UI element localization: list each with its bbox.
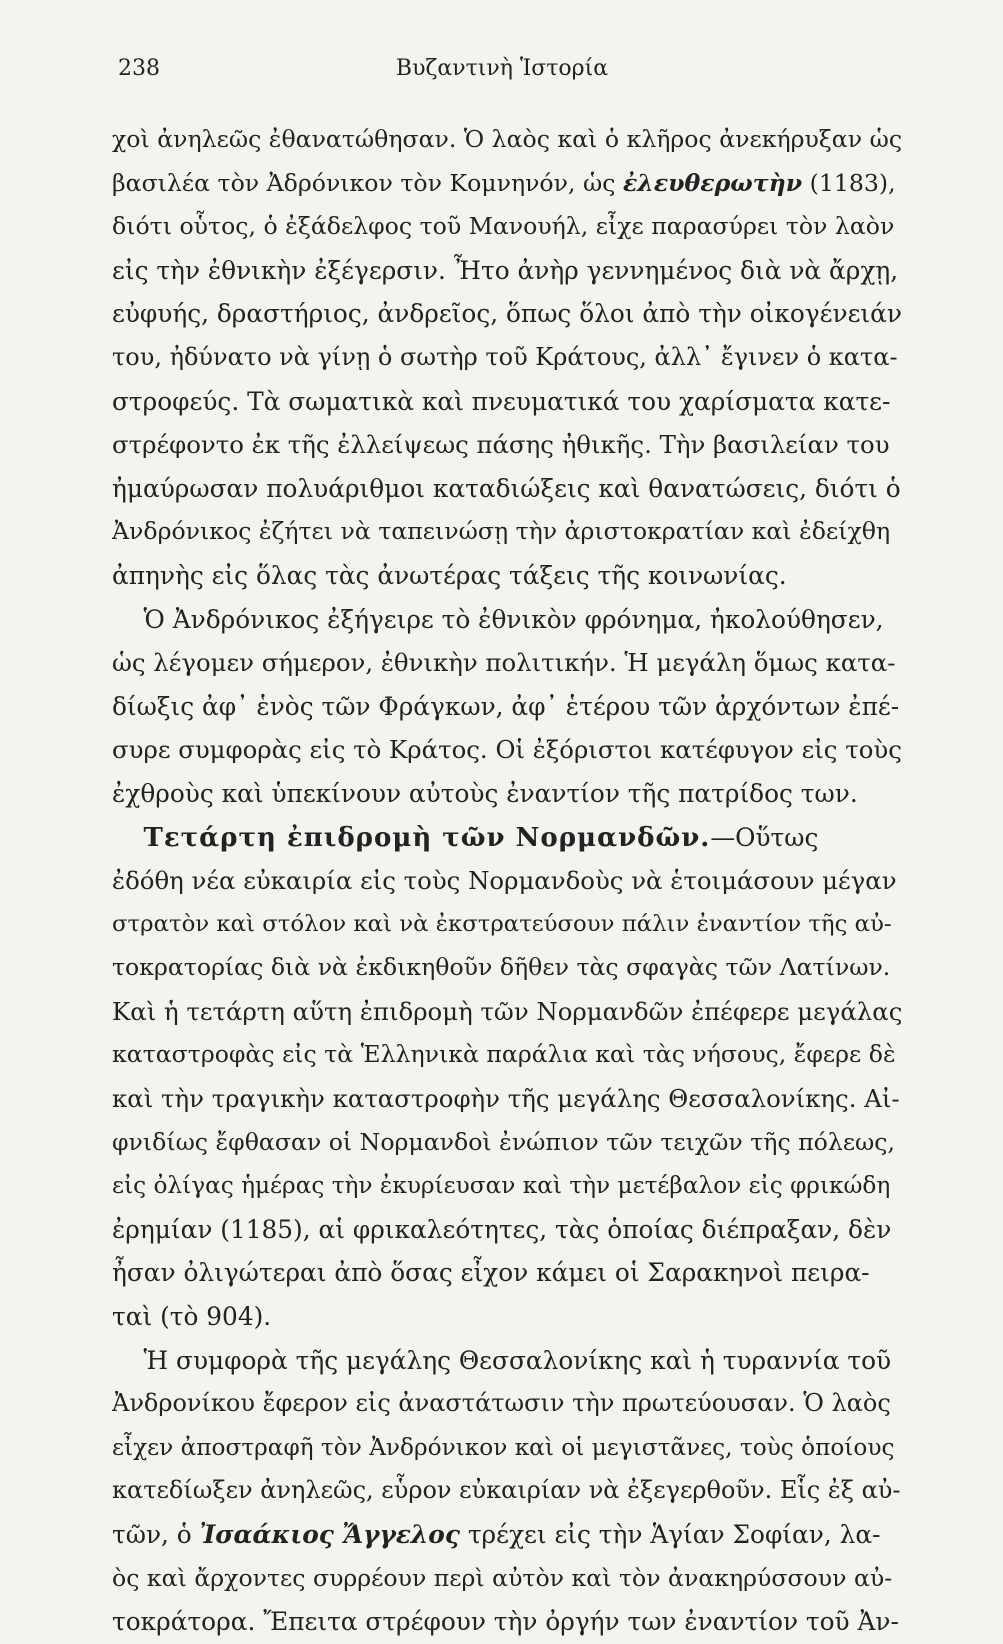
text-span: καταστροφὰς εἰς τὰ Ἑλληνικὰ παράλια καὶ τὰς νήσους, ἔφερε δὲ	[112, 1040, 896, 1069]
text-span: διότι οὗτος, ὁ ἐξάδελφος τοῦ Μανουήλ, εἶχε παρασύρει τὸν λαὸν	[112, 212, 895, 241]
text-line	[112, 946, 902, 990]
page-header	[118, 56, 886, 96]
text-line	[112, 1164, 902, 1208]
text-span: φνιδίως ἔφθασαν οἱ Νορμανδοὶ ἐνώπιον τῶν τειχῶν τῆς πόλεως,	[112, 1127, 895, 1156]
text-line	[112, 118, 902, 162]
text-span: ἠμαύρωσαν πολυάριθμοι καταδιώξεις καὶ θανατώσεις, διότι ὁ	[112, 473, 901, 503]
text-line	[112, 554, 902, 598]
text-span: στρέφοντο ἐκ τῆς ἐλλείψεως πάσης ἠθικῆς. Τὴν βασιλείαν του	[112, 430, 890, 460]
text-line	[112, 598, 902, 642]
text-line	[112, 162, 902, 206]
text-line	[112, 249, 902, 293]
text-line	[112, 903, 902, 947]
text-span: Ἡ συμφορὰ τῆς μεγάλης Θεσσαλονίκης καὶ ἡ τυραννία τοῦ	[112, 1345, 892, 1375]
text-line	[112, 1077, 902, 1121]
text-span: στροφεύς. Τὰ σωματικὰ καὶ πνευματικά του χαρίσματα κατε-	[112, 386, 891, 416]
body-text	[112, 118, 902, 1644]
text-span: Καὶ ἡ τετάρτη αὕτη ἐπιδρομὴ τῶν Νορμανδῶν ἐπέφερε μεγάλας	[112, 996, 902, 1026]
text-span: εἶχεν ἀποστραφῆ τὸν Ἀνδρόνικον καὶ οἱ μεγιστᾶνες, τοὺς ὁποίους	[112, 1433, 895, 1461]
text-line	[112, 205, 902, 249]
text-span: χοὶ ἀνηλεῶς ἐθανατώθησαν. Ὁ λαὸς καὶ ὁ κλῆρος ἀνεκήρυξαν ὡς	[112, 125, 902, 153]
text-span: Ἀνδρόνικος ἐζήτει νὰ ταπεινώσῃ τὴν ἀριστοκρατίαν καὶ ἐδείχθη	[112, 517, 891, 546]
text-line	[112, 1382, 902, 1426]
text-line	[112, 859, 902, 903]
text-span: (1183),	[802, 168, 896, 197]
text-line	[112, 380, 902, 424]
page-number: 238	[118, 56, 160, 81]
text-line	[112, 1121, 902, 1165]
text-span: καὶ τὴν τραγικὴν καταστροφὴν τῆς μεγάλης Θεσσαλονίκης. Αἰ-	[112, 1084, 900, 1114]
text-line	[112, 685, 902, 729]
running-title: Βυζαντινὴ Ἱστορία	[395, 56, 609, 81]
text-line	[112, 772, 902, 816]
text-line	[112, 641, 902, 685]
text-line	[112, 816, 902, 860]
text-span: εἰς ὀλίγας ἡμέρας τὴν ἐκυρίευσαν καὶ τὴν μετέβαλον εἰς φρικώδη	[112, 1172, 891, 1200]
text-span: ὸς καὶ ἄρχοντες συρρέουν περὶ αὐτὸν καὶ τὸν ἀνακηρύσσουν αὐ-	[112, 1563, 893, 1592]
text-line	[112, 1251, 902, 1295]
text-span: τῶν, ὁ	[112, 1520, 200, 1549]
text-span: κατεδίωξεν ἀνηλεῶς, εὗρον εὐκαιρίαν νὰ ἐξεγερθοῦν. Εἷς ἐξ αὐ-	[112, 1476, 901, 1505]
text-span: βασιλέα τὸν Ἀδρόνικον τὸν Κομνηνόν, ὡς	[112, 168, 623, 197]
section-heading: Τετάρτη ἐπιδρομὴ τῶν Νορμανδῶν.	[143, 822, 711, 853]
text-span: του, ἠδύνατο νὰ γίνῃ ὁ σωτὴρ τοῦ Κράτους, ἀλλ᾽ ἔγινεν ὁ κατα-	[112, 342, 898, 371]
text-line	[112, 1600, 902, 1644]
text-line	[112, 423, 902, 467]
text-span: ὡς λέγομεν σήμερον, ἐθνικὴν πολιτικήν. Ἡ μεγάλη ὅμως κατα-	[112, 648, 896, 678]
text-span: —Οὕτως	[710, 822, 819, 852]
text-span: τρέχει εἰς τὴν Ἁγίαν Σοφίαν, λα-	[459, 1520, 881, 1549]
text-line	[112, 990, 902, 1034]
text-span: Ὁ Ἀνδρόνικος ἐξήγειρε τὸ ἐθνικὸν φρόνημα, ἠκολούθησεν,	[112, 604, 884, 634]
text-span: ἀπηνὴς εἰς ὅλας τὰς ἀνωτέρας τάξεις τῆς κοινωνίας.	[112, 560, 787, 590]
text-span	[112, 823, 144, 852]
text-line	[112, 510, 902, 554]
text-line	[112, 292, 902, 336]
text-line	[112, 728, 902, 772]
text-span: ἐδόθη νέα εὐκαιρία εἰς τοὺς Νορμανδοὺς νὰ ἑτοιμάσουν μέγαν	[112, 866, 897, 896]
text-span: ἐρημίαν (1185), αἱ φρικαλεότητες, τὰς ὁποίας διέπραξαν, δὲν	[112, 1214, 892, 1244]
text-line	[112, 1557, 902, 1601]
text-span: ἐχθροὺς καὶ ὑπεκίνουν αὐτοὺς ἐναντίον τῆς πατρίδος των.	[112, 778, 858, 808]
text-line	[112, 1469, 902, 1513]
text-line	[112, 1295, 902, 1339]
text-span: ἦσαν ὀλιγώτεραι ἀπὸ ὅσας εἶχον κάμει οἱ Σαρακηνοὶ πειρα-	[112, 1258, 870, 1288]
text-line	[112, 1208, 902, 1252]
text-span: τοκράτορα. Ἔπειτα στρέφουν τὴν ὀργήν των ἐναντίον τοῦ Ἀν-	[112, 1607, 899, 1637]
text-span: εἰς τὴν ἐθνικὴν ἐξέγερσιν. Ἦτο ἀνὴρ γεννημένος διὰ νὰ ἄρχῃ,	[112, 255, 899, 285]
text-span: ταὶ (τὸ 904).	[112, 1302, 272, 1332]
text-span: εὐφυής, δραστήριος, ἀνδρεῖος, ὅπως ὅλοι ἀπὸ τὴν οἰκογένειάν	[112, 299, 902, 329]
text-line	[112, 1339, 902, 1383]
text-line	[112, 467, 902, 511]
text-span: στρατὸν καὶ στόλον καὶ νὰ ἐκστρατεύσουν πάλιν ἐναντίον τῆς αὐ-	[112, 910, 892, 937]
text-line	[112, 1426, 902, 1470]
emphasis-text: Ἰσαάκιος Ἄγγελος	[199, 1520, 460, 1549]
text-span: συρε συμφορὰς εἰς τὸ Κράτος. Οἱ ἐξόριστοι κατέφυγον εἰς τοὺς	[112, 735, 902, 765]
text-span: δίωξις ἀφ᾽ ἑνὸς τῶν Φράγκων, ἀφ᾽ ἑτέρου τῶν ἀρχόντων ἐπέ-	[112, 691, 900, 721]
text-span: Ἀνδρονίκου ἔφερον εἰς ἀναστάτωσιν τὴν πρωτεύουσαν. Ὁ λαὸς	[112, 1389, 891, 1418]
text-line	[112, 1513, 902, 1557]
emphasis-text: ἐλευθερωτὴν	[622, 168, 803, 197]
text-line	[112, 336, 902, 380]
text-line	[112, 1033, 902, 1077]
text-span: τοκρατορίας διὰ νὰ ἐκδικηθοῦν δῆθεν τὰς σφαγὰς τῶν Λατίνων.	[112, 953, 891, 982]
